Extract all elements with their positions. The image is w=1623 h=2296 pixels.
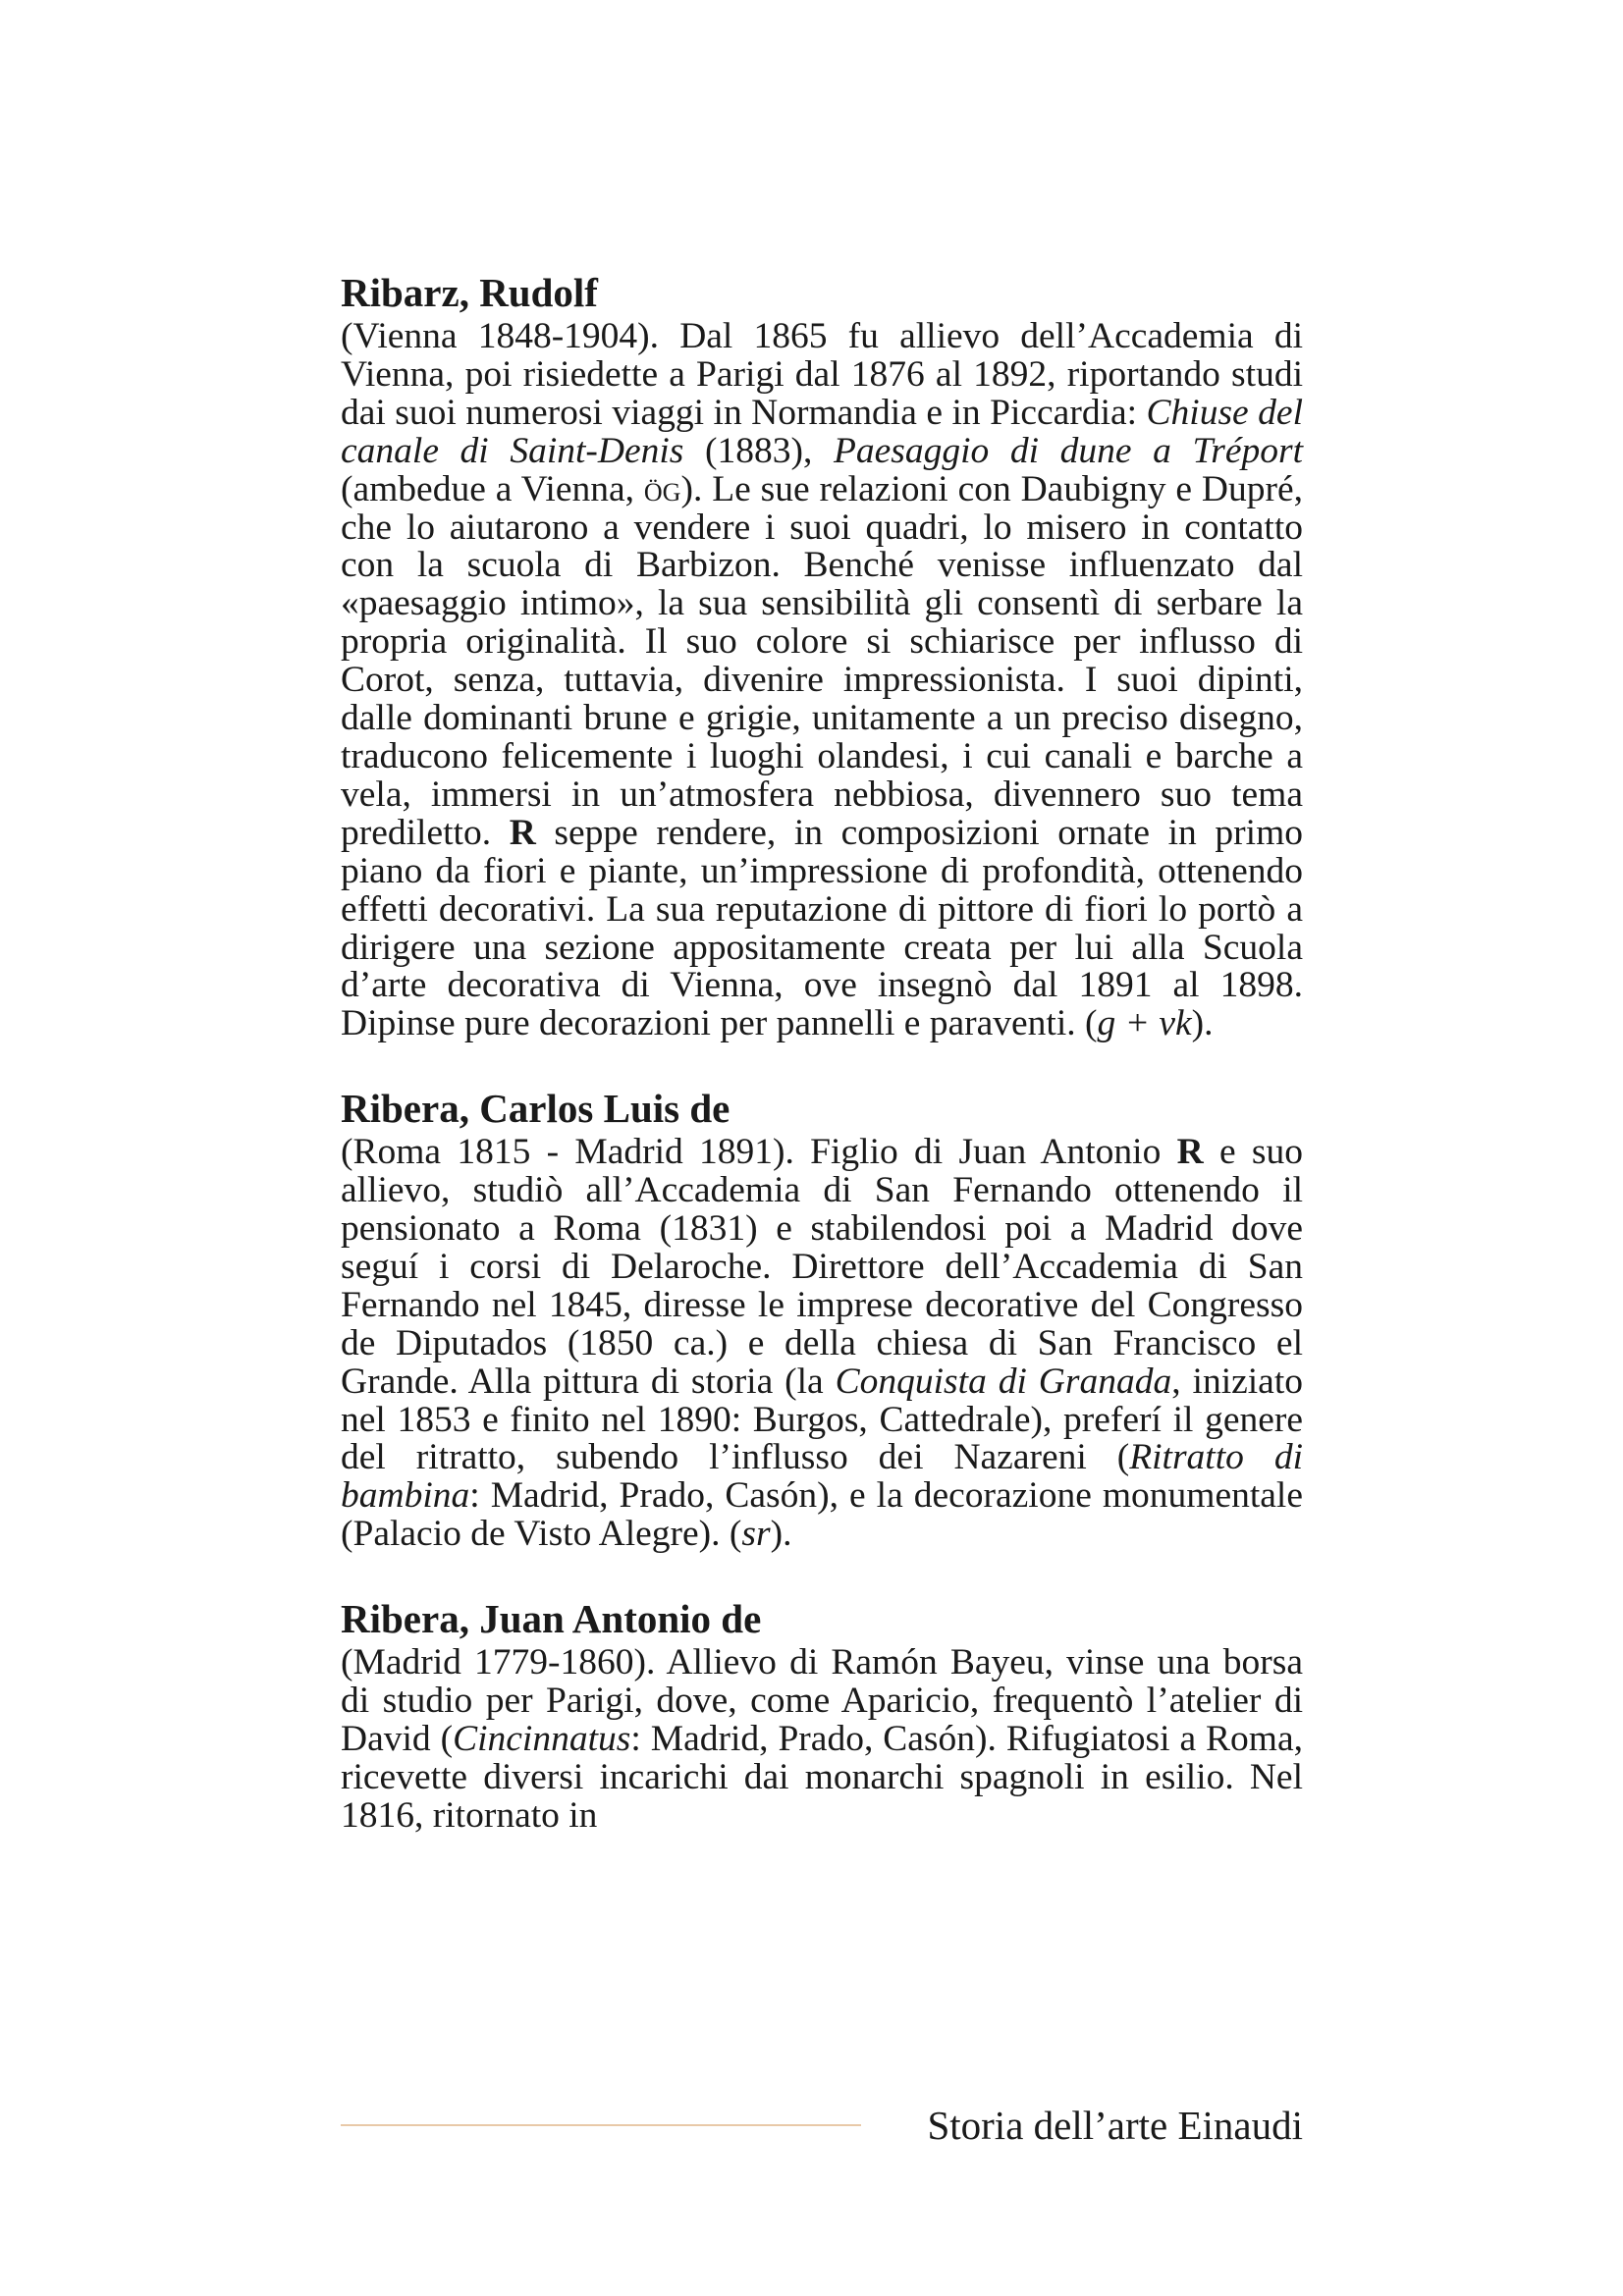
entry-ribera-juan-antonio [341,1593,1303,1836]
bold-text: R [509,812,536,853]
page-content [341,267,1303,1875]
body-text: (Vienna 1848-1904). Dal 1865 fu allievo dell’Accademia di Vienna, poi risiedette a Parigi dal 1876 al 1892, riportando studi dai suoi numerosi viaggi in Normandia e in Piccardia: [341,316,1303,433]
body-text: (1883), [683,430,834,471]
bold-text: R [1176,1132,1204,1173]
italic-text: g + vk [1097,1003,1192,1044]
entry-body [341,318,1303,1043]
italic-text: Cincinnatus [453,1719,631,1759]
body-text: ). [770,1514,792,1555]
body-text: e suo allievo, studiò all’Accademia di San Fernando ottenendo il pensionato a Roma (1831) e stabilendosi poi a Madrid dove seguí i corsi di Delaroche. Direttore dell’Accademia di San Fernando nel 1845, diresse le imprese decorative del Congresso de Diputados (1850 ca.) e della chiesa di San Francisco el Grande. Alla pittura di storia (la [341,1132,1303,1402]
body-text: , iniziato nel 1853 e finito nel 1890: Burgos, Cattedrale), preferí il genere del ritratto, subendo l’influsso dei Nazareni ( [341,1361,1303,1478]
smallcaps-text: ög [643,468,681,509]
entry-body [341,1134,1303,1554]
body-text: : Madrid, Prado, Casón), e la decorazione monumentale (Palacio de Visto Alegre). ( [341,1475,1303,1555]
entry-ribarz-rudolf [341,267,1303,1043]
body-text: (Madrid 1779-1860). Allievo di Ramón Bayeu, vinse una borsa di studio per Parigi, dove, come Aparicio, frequentò l’atelier di David ( [341,1642,1303,1759]
body-text: (Roma 1815 - Madrid 1891). Figlio di Juan Antonio [341,1132,1177,1173]
italic-text: Chiuse del canale di Saint-Denis [341,392,1303,471]
entry-title: Ribera, Juan Antonio de [341,1596,762,1642]
italic-text: sr [741,1514,771,1555]
entry-title: Ribera, Carlos Luis de [341,1086,730,1132]
body-text: ). [1191,1003,1214,1044]
body-text: (ambedue a Vienna, [341,468,644,509]
page-footer [341,2096,1303,2155]
footer-publication-label: Storia dell’arte Einaudi [927,2103,1303,2148]
body-text: ). Le sue relazioni con Daubigny e Dupré, che lo aiutarono a vendere i suoi quadri, lo misero in contatto con la scuola di Barbizon. Benché venisse influenzato dal «paesaggio intimo», la sua sensibilità gli consentì di serbare la propria originalità. Il suo colore si schiarisce per influsso di Corot, senza, tuttavia, divenire impressionista. I suoi dipinti, dalle dominanti brune e grigie, unitamente a un preciso disegno, traducono felicemente i luoghi olandesi, i cui canali e barche a vela, immersi in un’atmosfera nebbiosa, divennero suo tema prediletto. [341,468,1304,853]
italic-text: Ritratto di bambina [341,1437,1303,1517]
italic-text: Conquista di Granada [835,1361,1172,1402]
italic-text: Paesaggio di dune a Tréport [833,430,1303,471]
entry-ribera-carlos-luis [341,1083,1303,1554]
entry-title: Ribarz, Rudolf [341,270,598,315]
entry-body [341,1644,1303,1836]
footer-rule [341,2124,861,2126]
body-text: seppe rendere, in composizioni ornate in primo piano da fiori e piante, un’impressione di profondità, ottenendo effetti decorativi. La sua reputazione di pittore di fiori lo portò a dirigere una sezione appositamente creata per lui alla Scuola d’arte decorativa di Vienna, ove insegnò dal 1891 al 1898. Dipinse pure decorazioni per pannelli e paraventi. ( [341,812,1303,1044]
body-text: : Madrid, Prado, Casón). Rifugiatosi a Roma, ricevette diversi incarichi dai monarchi spagnoli in esilio. Nel 1816, ritornato in [341,1719,1303,1836]
